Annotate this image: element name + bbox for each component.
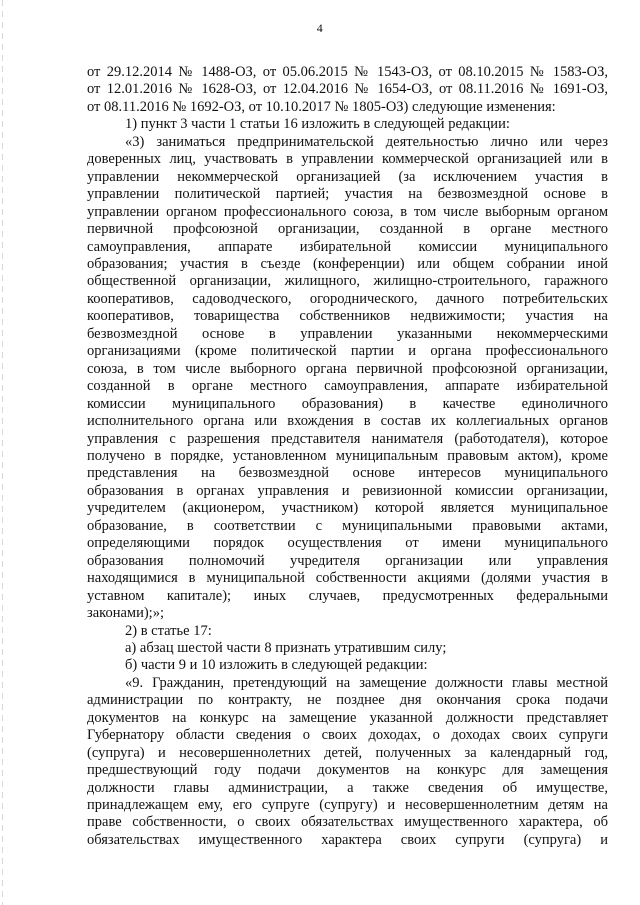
text-line: комиссии муниципального образования) в качестве единоличного [87,395,608,412]
text-line: получено в порядке, установленном муниципальным правовым актом), кроме [87,447,608,464]
text-line: управления с разрешения представителя нанимателя (работодателя), которое [87,430,608,447]
text-line: учредителем (акционером, участником) которой является муниципальное [87,500,608,517]
paragraph [87,675,608,850]
text-line: праве собственности, о своих обязательствах имущественного характера, об [87,814,608,831]
paragraph [87,134,608,623]
text-line: общественной организации, жилищного, жилищно-строительного, гаражного [87,273,608,290]
text-line: кооперативов, товарищества собственников недвижимости; участия на [87,308,608,325]
text-line: предшествующий году подачи документов на конкурс для замещения [87,762,608,779]
text-line: исполнительного органа или вхождения в состав их коллегиальных органов [87,413,608,430]
text-line: «3) заниматься предпринимательской деятельностью лично или через [125,133,608,150]
text-line: управлении некоммерческой организацией (за исключением участия в [87,168,608,185]
text-line: первичной профсоюзной организации, созданной в органе местного [87,221,608,238]
paragraph [87,640,608,657]
text-line: принадлежащем ему, его супруге (супругу) и несовершеннолетним детям на [87,797,608,814]
paragraph [87,623,608,640]
text-line: администрации по контракту, не позднее дня окончания срока подачи [87,692,608,709]
text-line: представления на безвозмездной основе интересов муниципального [87,465,608,482]
text-line: уставном капитале); иных случаев, предусмотренных федеральными [87,587,608,604]
paragraph [87,116,608,133]
text-line: документов на конкурс на замещение указанной должности представляет [87,709,608,726]
paragraph [87,64,608,116]
page-number: 4 [316,21,324,35]
text-line: доверенных лиц, участвовать в управлении коммерческой организацией или в [87,151,608,168]
text-line: 1) пункт 3 части 1 статьи 16 изложить в следующей редакции: [125,116,510,133]
text-line: от 29.12.2014 № 1488-ОЗ, от 05.06.2015 № 1543-ОЗ, от 08.10.2015 № 1583-ОЗ, [87,64,608,80]
text-line: а) абзац шестой части 8 признать утратившим силу; [125,639,447,656]
text-line: управлении органом профессионального союза, в том числе выборным органом [87,203,608,220]
text-line: образования; участия в съезде (конференции) или общем собрании иной [87,255,608,272]
text-line: 2) в статье 17: [125,622,212,639]
text-line: созданной в органе местного самоуправления, аппарате избирательной [87,378,608,395]
text-line: определяющими порядок осуществления от имени муниципального [87,535,608,552]
document-body [87,64,608,849]
text-line: от 12.01.2016 № 1628-ОЗ, от 12.04.2016 № 1654-ОЗ, от 08.11.2016 № 1691-ОЗ, [87,81,608,98]
text-line: б) части 9 и 10 изложить в следующей редакции: [125,657,428,674]
text-line: кооперативов, садоводческого, огороднического, дачного потребительских [87,290,608,307]
text-line: законами);»; [87,605,164,622]
paragraph [87,657,608,674]
text-line: (супруга) и несовершеннолетних детей, полученных за календарный год, [87,744,608,761]
text-line: управлении политической партией; участия на безвозмездной основе в [87,186,608,203]
text-line: самоуправления, аппарате избирательной комиссии муниципального [87,238,608,255]
text-line: организациями (кроме политической партии и органа профессионального [87,343,608,360]
text-line: образования в органах управления и ревизионной комиссии организации, [87,482,608,499]
text-line: «9. Гражданин, претендующий на замещение должности главы местной [125,674,608,691]
text-line: Губернатору области сведения о своих доходах, о доходах своих супруги [87,727,608,744]
text-line: должности главы администрации, а также сведения об имуществе, [87,779,608,796]
text-line: союза, в том числе выборного органа первичной профсоюзной организации, [87,360,608,377]
text-line: обязательствах имущественного характера своих супруги (супруга) и [87,831,608,848]
text-line: образование, в соответствии с муниципальными правовыми актами, [87,517,608,534]
text-line: от 08.11.2016 № 1692-ОЗ, от 10.10.2017 № 1805-ОЗ) следующие изменения: [87,98,556,115]
text-line: безвозмездной основе в управлении указанными некоммерческими [87,325,608,342]
text-line: находящимися в муниципальной собственности акциями (долями участия в [87,570,608,587]
text-line: образования полномочий учредителя организации или управления [87,552,608,569]
scan-edge-line [2,0,3,905]
